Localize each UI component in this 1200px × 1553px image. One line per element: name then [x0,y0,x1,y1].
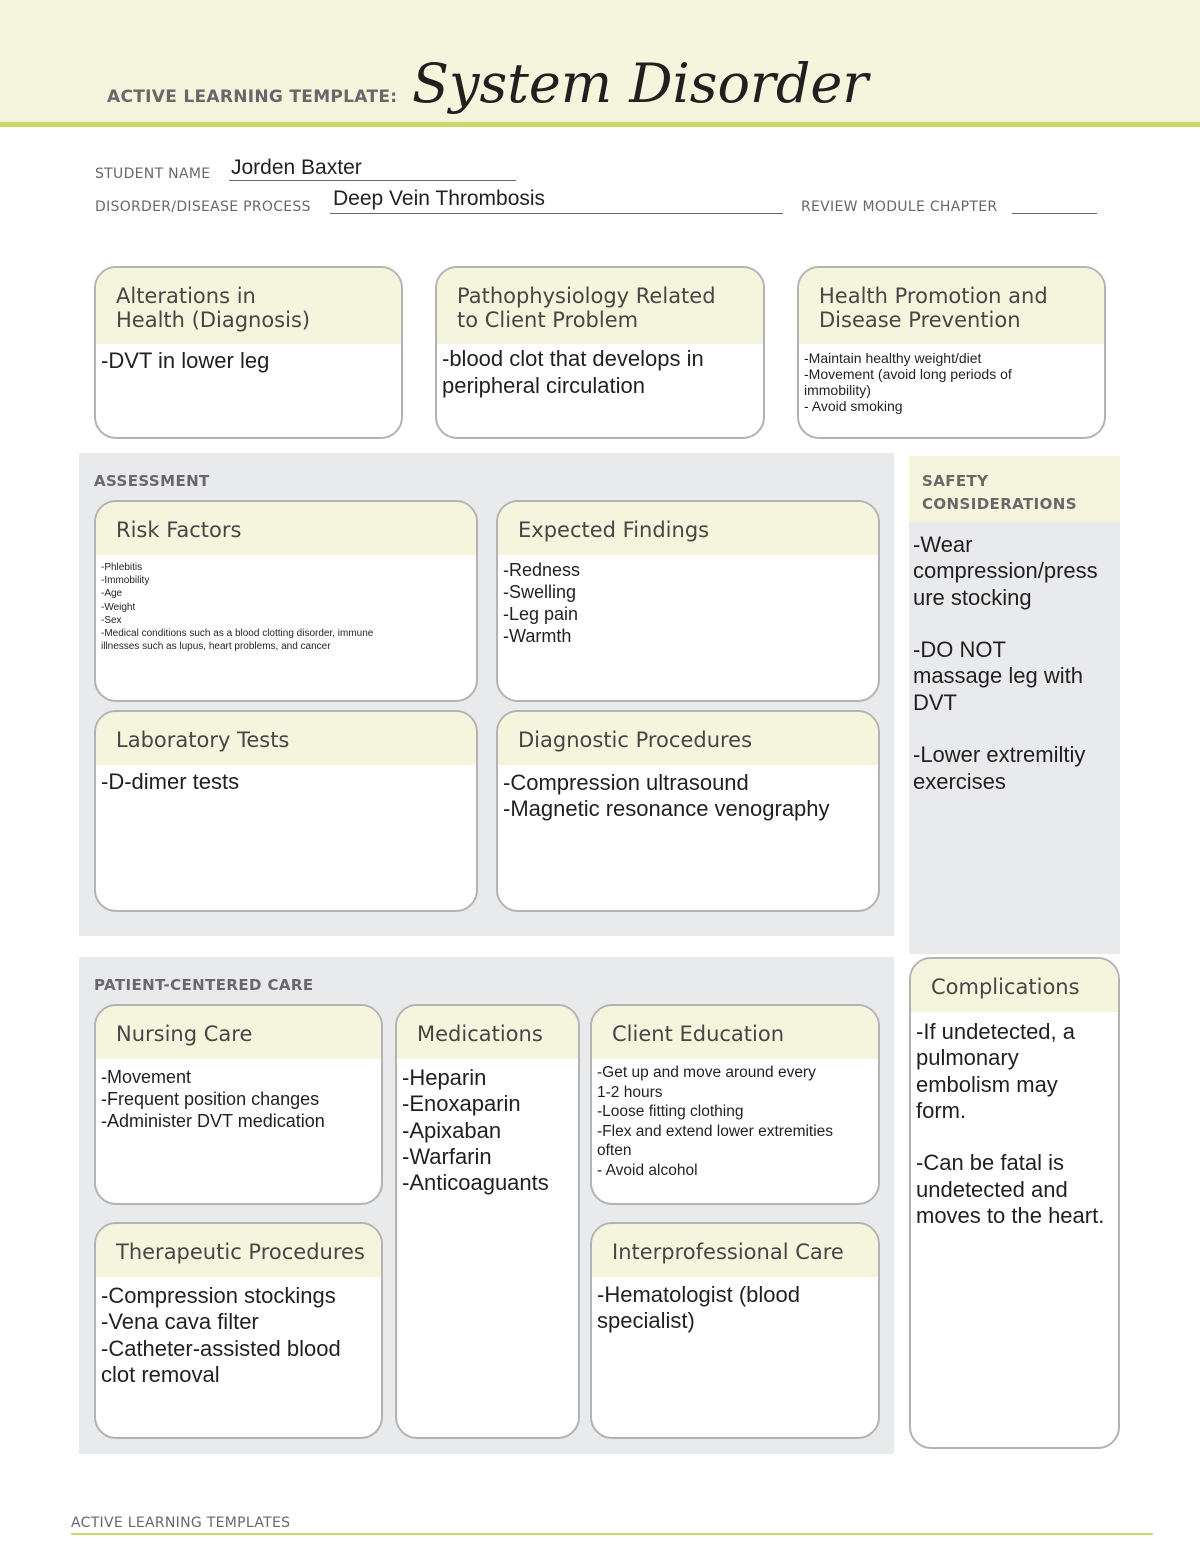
interprofessional-care-text[interactable]: -Hematologist (blood specialist) [597,1282,800,1334]
medications-title: Medications [397,1006,578,1059]
client-education-text[interactable]: -Get up and move around every 1-2 hours -Loose fitting clothing -Flex and extend lower extremities often - Avoid alcohol [597,1064,834,1179]
review-module-line[interactable] [1012,213,1097,214]
student-name-value[interactable]: Jorden Baxter [231,156,362,179]
medications-box [395,1004,580,1439]
expected-findings-box [496,500,880,702]
laboratory-tests-title: Laboratory Tests [96,712,476,765]
pathophysiology-text[interactable]: -blood clot that develops in peripheral circulation [442,346,704,398]
therapeutic-procedures-box [94,1222,383,1439]
client-education-title: Client Education [592,1006,878,1059]
alterations-box [94,266,403,439]
alterations-text[interactable]: -DVT in lower leg [101,348,270,373]
review-module-label: REVIEW MODULE CHAPTER [801,199,998,215]
disorder-line [330,213,783,214]
diagnostic-procedures-text[interactable]: -Compression ultrasound -Magnetic resonance venography [503,770,830,821]
diagnostic-procedures-box [496,710,880,912]
student-name-line [229,180,516,181]
pathophysiology-title: Pathophysiology Related to Client Problem [437,268,763,344]
risk-factors-text[interactable]: -Phlebitis -Immobility -Age -Weight -Sex -Medical conditions such as a blood clotting disorder, immune illnesses such as lupus, heart problems, and cancer [101,562,374,653]
disorder-value[interactable]: Deep Vein Thrombosis [333,187,546,210]
interprofessional-care-title: Interprofessional Care [592,1224,878,1277]
risk-factors-box [94,500,478,702]
nursing-care-box [94,1004,383,1205]
risk-factors-title: Risk Factors [96,502,476,555]
pathophysiology-box [435,266,765,439]
health-promotion-title: Health Promotion and Disease Prevention [799,268,1104,344]
header-accent-line [0,122,1200,127]
assessment-label: ASSESSMENT [94,472,210,490]
client-education-box [590,1004,880,1205]
footer-label: ACTIVE LEARNING TEMPLATES [71,1515,291,1531]
alterations-title: Alterations in Health (Diagnosis) [96,268,401,344]
nursing-care-text[interactable]: -Movement -Frequent position changes -Administer DVT medication [101,1067,325,1131]
safety-text[interactable]: -Wear compression/press ure stocking -DO NOT massage leg with DVT -Lower extremiltiy exercises [913,532,1098,794]
expected-findings-title: Expected Findings [498,502,878,555]
disorder-label: DISORDER/DISEASE PROCESS [95,199,311,215]
nursing-care-title: Nursing Care [96,1006,381,1059]
medications-text[interactable]: -Heparin -Enoxaparin -Apixaban -Warfarin -Anticoaguants [402,1065,549,1196]
laboratory-tests-box [94,710,478,912]
diagnostic-procedures-title: Diagnostic Procedures [498,712,878,765]
student-name-label: STUDENT NAME [95,166,211,182]
template-title: System Disorder [412,52,869,115]
patient-care-label: PATIENT-CENTERED CARE [94,976,314,994]
health-promotion-text[interactable]: -Maintain healthy weight/diet -Movement (avoid long periods of immobility) - Avoid smoking [804,350,1012,414]
expected-findings-text[interactable]: -Redness -Swelling -Leg pain -Warmth [503,560,581,646]
interprofessional-care-box [590,1222,880,1439]
footer-accent-line [71,1533,1153,1535]
complications-text[interactable]: -If undetected, a pulmonary embolism may form. -Can be fatal is undetected and moves to the heart. [916,1019,1105,1229]
health-promotion-box [797,266,1106,439]
complications-box [909,957,1120,1449]
complications-title: Complications [911,959,1118,1012]
laboratory-tests-text[interactable]: -D-dimer tests [101,769,240,794]
therapeutic-procedures-text[interactable]: -Compression stockings -Vena cava filter -Catheter-assisted blood clot removal [101,1283,341,1387]
therapeutic-procedures-title: Therapeutic Procedures [96,1224,381,1277]
safety-label: SAFETY CONSIDERATIONS [922,472,1077,513]
template-label: ACTIVE LEARNING TEMPLATE: [107,87,398,107]
